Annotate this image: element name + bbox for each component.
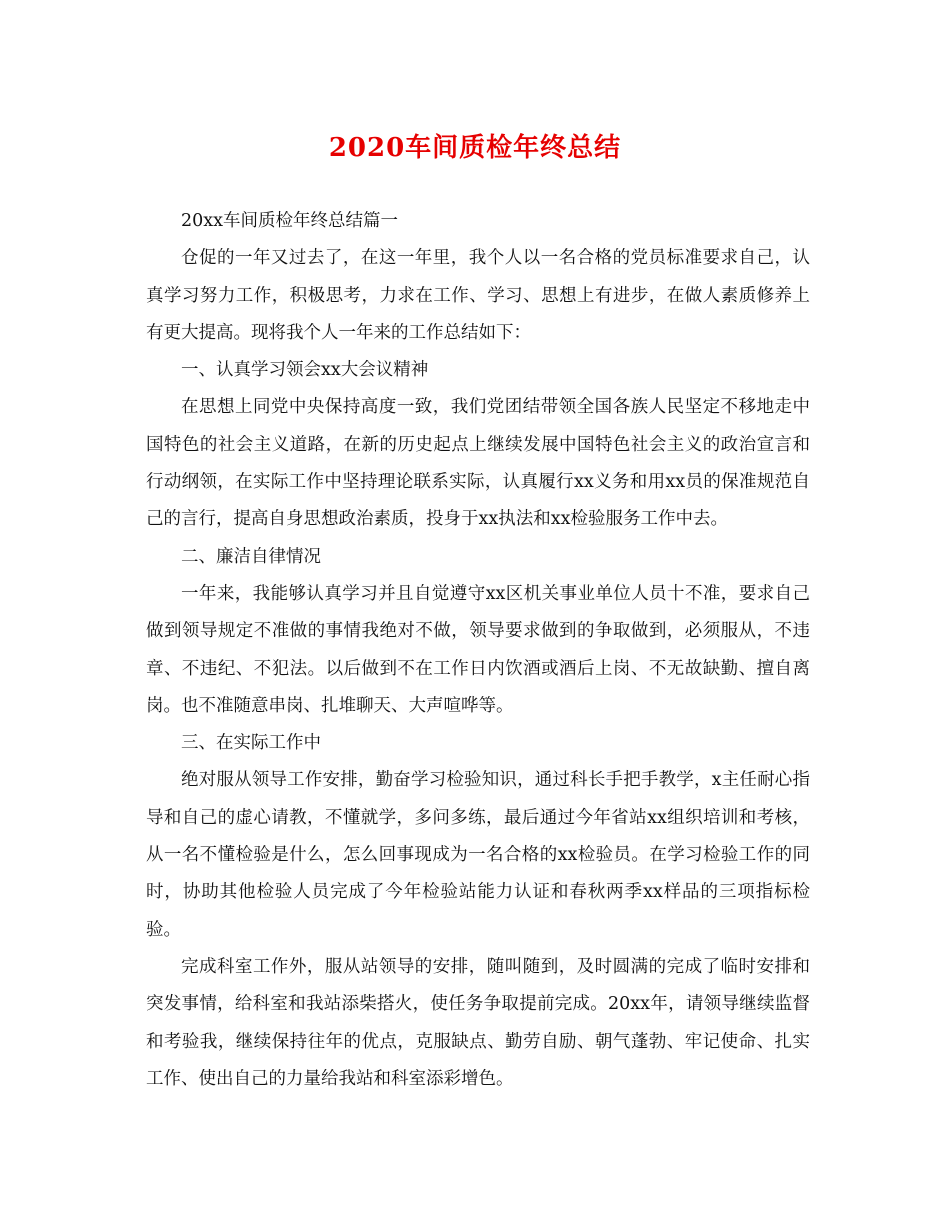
section-heading: 三、在实际工作中 <box>181 733 321 754</box>
section-heading: 20xx车间质检年终总结篇一 <box>181 211 399 231</box>
section-heading: 一、认真学习领会xx大会议精神 <box>181 360 429 381</box>
paragraph: 仓促的一年又过去了，在这一年里，我个人以一名合格的党员标准要求自己，认真学习努力工作，积极思考，力求在工作、学习、思想上有进步，在做人素质修养上有更大提高。现将我个人一年来的工作总结如下： <box>146 248 810 343</box>
paragraph: 在思想上同党中央保持高度一致，我们党团结带领全国各族人民坚定不移地走中国特色的社会主义道路，在新的历史起点上继续发展中国特色社会主义的政治宣言和行动纲领，在实际工作中坚持理论联系实际，认真履行xx义务和用xx员的保准规范自己的言行，提高自身思想政治素质，投身于xx执法和xx检验服务工作中去。 <box>146 397 810 530</box>
paragraph: 完成科室工作外，服从站领导的安排，随叫随到，及时圆满的完成了临时安排和突发事情，给科室和我站添柴搭火，使任务争取提前完成。20xx年，请领导继续监督和考验我，继续保持往年的优点，克服缺点、勤劳自励、朝气蓬勃、牢记使命、扎实工作、使出自己的力量给我站和科室添彩增色。 <box>146 956 810 1089</box>
section-heading: 二、廉洁自律情况 <box>181 546 321 567</box>
paragraph: 绝对服从领导工作安排，勤奋学习检验知识，通过科长手把手教学，x主任耐心指导和自己的虚心请教，不懂就学，多问多练，最后通过今年省站xx组织培训和考核，从一名不懂检验是什么，怎么回事现成为一名合格的xx检验员。在学习检验工作的同时，协助其他检验人员完成了今年检验站能力认证和春秋两季xx样品的三项指标检验。 <box>146 770 810 940</box>
document-body <box>146 203 810 1098</box>
paragraph: 一年来，我能够认真学习并且自觉遵守xx区机关事业单位人员十不准，要求自己做到领导规定不准做的事情我绝对不做，领导要求做到的争取做到，必须服从，不违章、不违纪、不犯法。以后做到不在工作日内饮酒或酒后上岗、不无故缺勤、擅自离岗。也不准随意串岗、扎堆聊天、大声喧哗等。 <box>146 583 810 716</box>
document-title: 2020车间质检年终总结 <box>328 133 622 163</box>
